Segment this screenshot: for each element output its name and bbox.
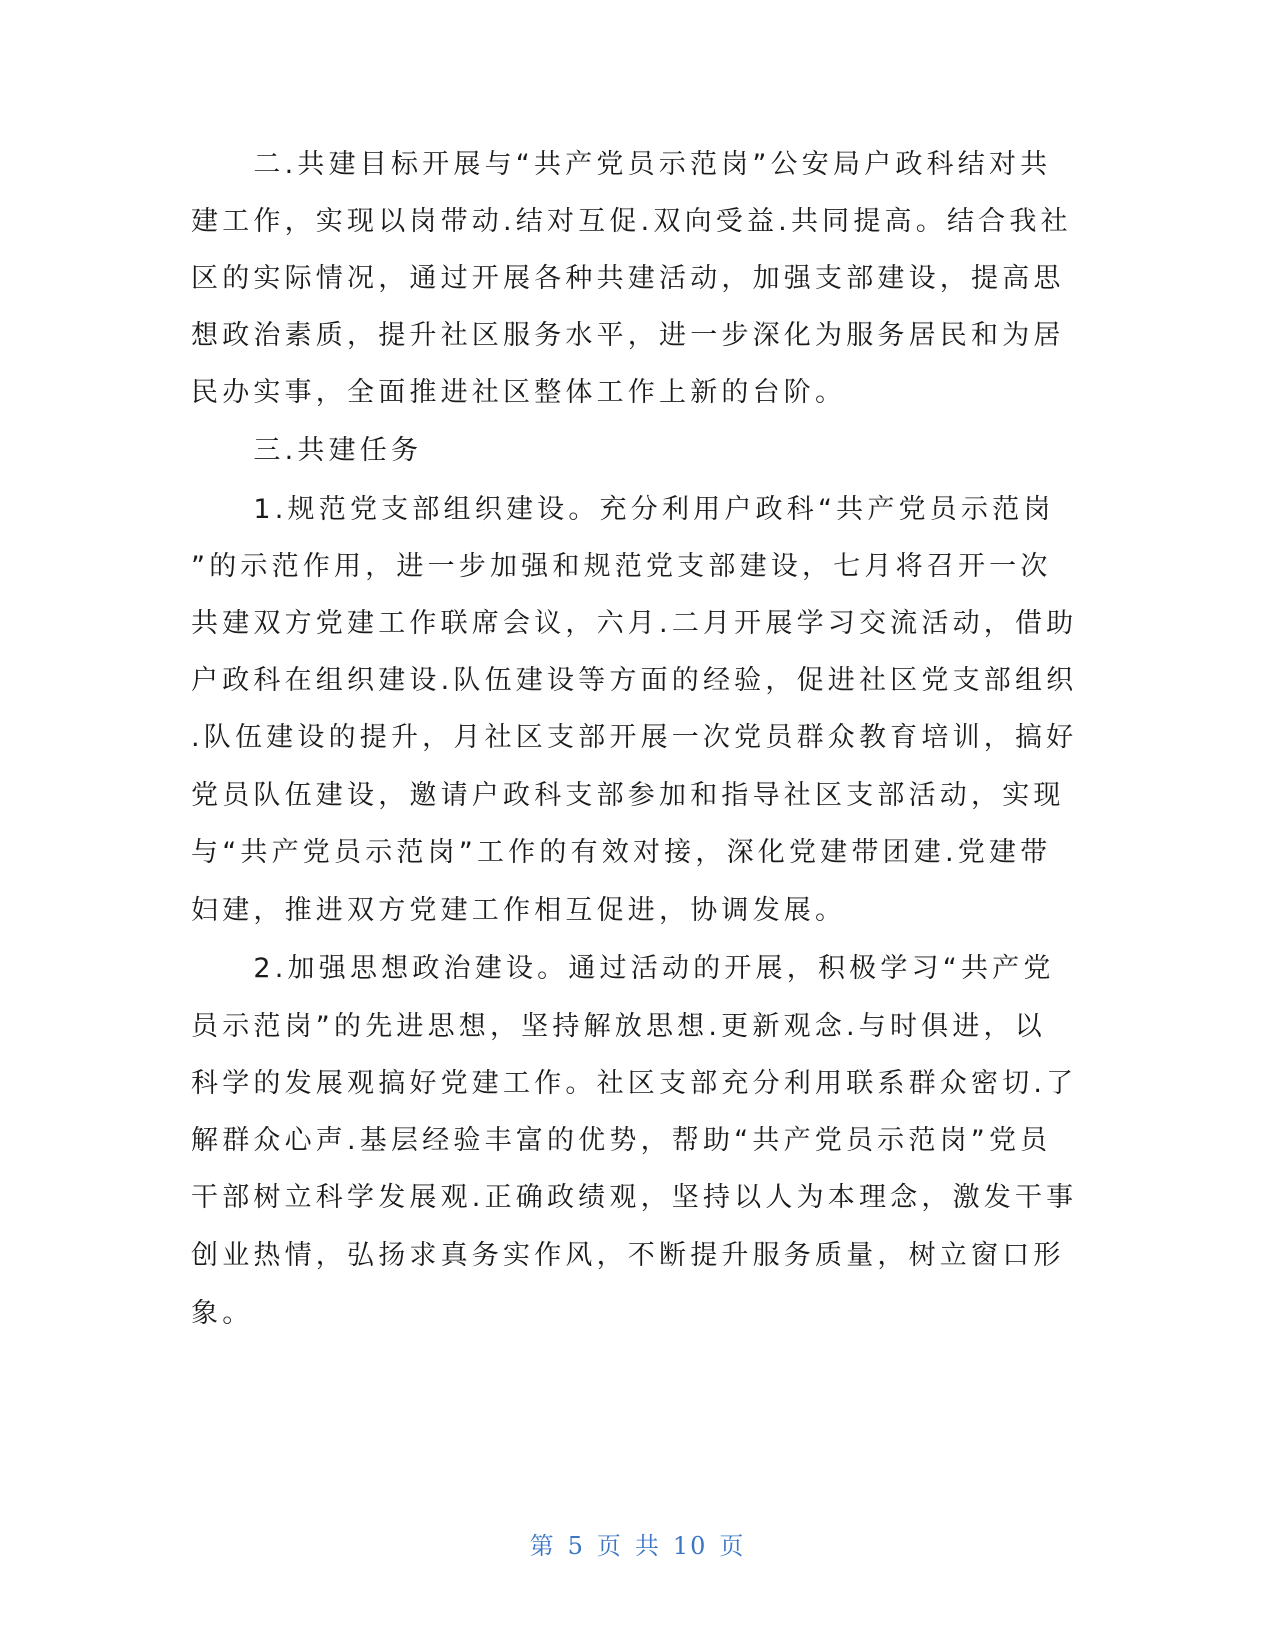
paragraph-line: 创业热情，弘扬求真务实作风，不断提升服务质量，树立窗口形	[191, 1240, 1065, 1271]
footer-total-pages: 10	[672, 1532, 708, 1560]
footer-total-prefix: 共	[634, 1532, 661, 1560]
footer-current-page: 5	[567, 1532, 585, 1560]
paragraph-line: 干部树立科学发展观.正确政绩观，坚持以人为本理念，激发干事	[191, 1182, 1078, 1213]
paragraph-line: 1.规范党支部组织建设。充分利用户政科“共产党员示范岗	[191, 494, 1055, 525]
paragraph-line: 区的实际情况，通过开展各种共建活动，加强支部建设，提高思	[191, 263, 1065, 294]
paragraph-line: 二.共建目标开展与“共产党员示范岗”公安局户政科结对共	[191, 149, 1052, 180]
paragraph-line: 科学的发展观搞好党建工作。社区支部充分利用联系群众密切.了	[191, 1068, 1078, 1099]
footer-prefix: 第	[529, 1532, 556, 1560]
page-footer	[0, 1526, 1275, 1561]
paragraph-line: 解群众心声.基层经验丰富的优势，帮助“共产党员示范岗”党员	[191, 1125, 1052, 1156]
paragraph-line: 共建双方党建工作联席会议，六月.二月开展学习交流活动，借助	[191, 608, 1078, 639]
footer-mid: 页	[596, 1532, 623, 1560]
paragraph-line: .队伍建设的提升，月社区支部开展一次党员群众教育培训，搞好	[191, 722, 1078, 753]
paragraph-line: 党员队伍建设，邀请户政科支部参加和指导社区支部活动，实现	[191, 780, 1065, 811]
footer-suffix: 页	[719, 1532, 746, 1560]
paragraph-line: 2.加强思想政治建设。通过活动的开展，积极学习“共产党	[191, 953, 1055, 984]
paragraph-line: 员示范岗”的先进思想，坚持解放思想.更新观念.与时俱进，以	[191, 1011, 1046, 1042]
paragraph-line: 象。	[191, 1298, 254, 1329]
paragraph-line: 民办实事，全面推进社区整体工作上新的台阶。	[191, 377, 847, 408]
paragraph-line: 想政治素质，提升社区服务水平，进一步深化为服务居民和为居	[191, 320, 1065, 351]
paragraph-line: 妇建，推进双方党建工作相互促进，协调发展。	[191, 895, 847, 926]
paragraph-line: 户政科在组织建设.队伍建设等方面的经验，促进社区党支部组织	[191, 665, 1078, 696]
paragraph-line: 建工作，实现以岗带动.结对互促.双向受益.共同提高。结合我社	[191, 206, 1072, 237]
paragraph-line: 与“共产党员示范岗”工作的有效对接，深化党建带团建.党建带	[191, 837, 1052, 868]
section-heading: 三.共建任务	[191, 435, 423, 466]
paragraph-line: ”的示范作用，进一步加强和规范党支部建设，七月将召开一次	[191, 551, 1052, 582]
